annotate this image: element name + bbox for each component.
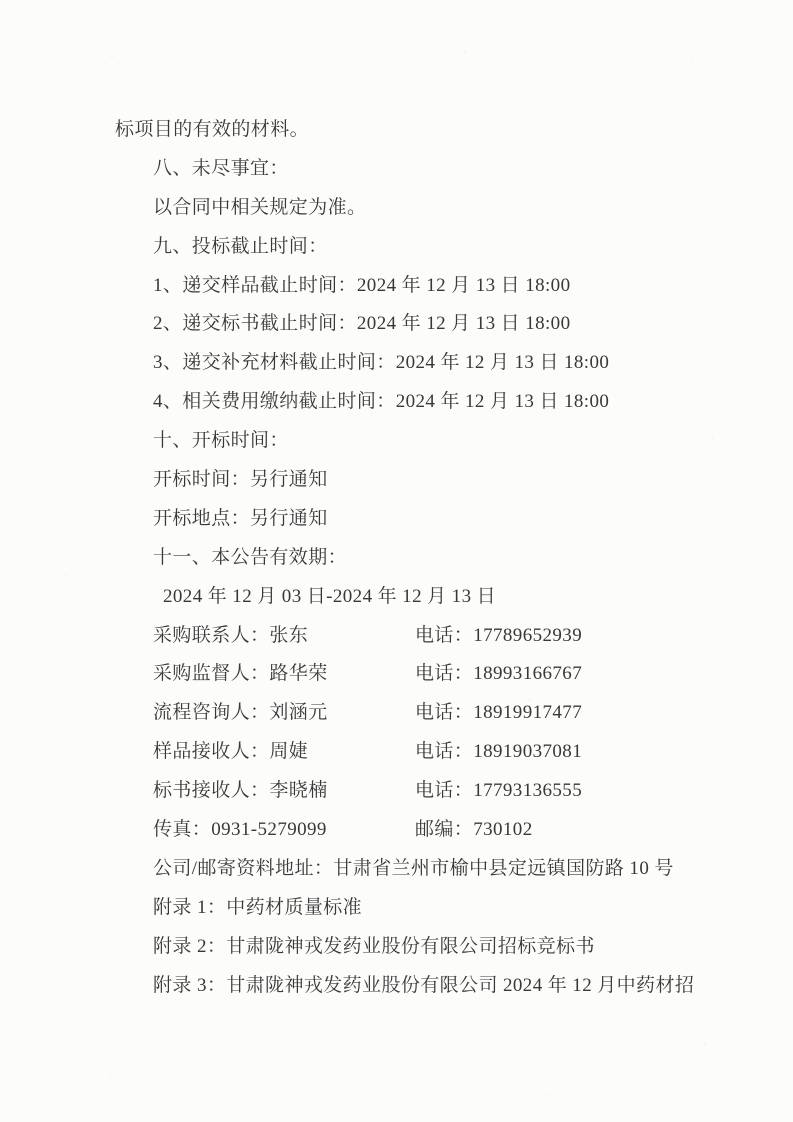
heading-text: 十、开标时间： bbox=[153, 430, 289, 452]
contact-row-sample-receiver bbox=[115, 730, 735, 769]
postal-code: 邮编：730102 bbox=[415, 818, 533, 840]
contact-phone: 电话：18993166767 bbox=[415, 663, 583, 685]
contact-phone: 电话：17789652939 bbox=[415, 624, 583, 646]
appendix-item-3 bbox=[115, 964, 735, 1003]
mailing-address bbox=[115, 847, 735, 886]
heading-text: 九、投标截止时间： bbox=[153, 235, 328, 257]
appendix-text: 附录 2：甘肃陇神戎发药业股份有限公司招标竞标书 bbox=[153, 935, 595, 957]
body-text: 开标时间：另行通知 bbox=[153, 468, 328, 490]
document-body bbox=[115, 108, 735, 1002]
section-heading-11 bbox=[115, 536, 735, 575]
deadline-text: 1、递交样品截止时间：2024 年 12 月 13 日 18:00 bbox=[153, 274, 571, 296]
deadline-item-4 bbox=[115, 380, 735, 419]
address-text: 公司/邮寄资料地址：甘肃省兰州市榆中县定远镇国防路 10 号 bbox=[153, 857, 674, 879]
date-range-text: 2024 年 12 月 03 日-2024 年 12 月 13 日 bbox=[163, 585, 497, 607]
validity-period bbox=[115, 575, 735, 614]
section-heading-9 bbox=[115, 225, 735, 264]
body-text: 开标地点：另行通知 bbox=[153, 507, 328, 529]
contact-name: 流程咨询人：刘涵元 bbox=[153, 702, 328, 724]
deadline-text: 2、递交标书截止时间：2024 年 12 月 13 日 18:00 bbox=[153, 313, 571, 335]
section-heading-8 bbox=[115, 147, 735, 186]
deadline-item-1 bbox=[115, 264, 735, 303]
body-text-continuation bbox=[115, 108, 735, 147]
deadline-item-3 bbox=[115, 341, 735, 380]
contact-name: 样品接收人：周婕 bbox=[153, 741, 309, 763]
contact-row-purchasing-supervisor bbox=[115, 652, 735, 691]
appendix-item-1 bbox=[115, 886, 735, 925]
contact-name: 采购监督人：路华荣 bbox=[153, 663, 328, 685]
deadline-text: 3、递交补充材料截止时间：2024 年 12 月 13 日 18:00 bbox=[153, 352, 610, 374]
body-text: 标项目的有效的材料。 bbox=[115, 118, 310, 140]
contact-name: 标书接收人：李晓楠 bbox=[153, 780, 328, 802]
bid-opening-time bbox=[115, 458, 735, 497]
heading-text: 十一、本公告有效期： bbox=[153, 546, 348, 568]
section-8-body bbox=[115, 186, 735, 225]
appendix-text: 附录 1：中药材质量标准 bbox=[153, 896, 363, 918]
section-heading-10 bbox=[115, 419, 735, 458]
appendix-item-2 bbox=[115, 925, 735, 964]
deadline-text: 4、相关费用缴纳截止时间：2024 年 12 月 13 日 18:00 bbox=[153, 391, 610, 413]
contact-phone: 电话：18919037081 bbox=[415, 741, 583, 763]
contact-phone: 电话：18919917477 bbox=[415, 702, 583, 724]
appendix-text: 附录 3：甘肃陇神戎发药业股份有限公司 2024 年 12 月中药材招 bbox=[153, 974, 695, 996]
deadline-item-2 bbox=[115, 302, 735, 341]
contact-row-purchasing-contact bbox=[115, 614, 735, 653]
contact-row-process-consultant bbox=[115, 691, 735, 730]
bid-opening-place bbox=[115, 497, 735, 536]
heading-text: 八、未尽事宜： bbox=[153, 157, 289, 179]
contact-row-bid-document-receiver bbox=[115, 769, 735, 808]
body-text: 以合同中相关规定为准。 bbox=[153, 196, 367, 218]
fax-number: 传真：0931-5279099 bbox=[153, 818, 327, 840]
contact-name: 采购联系人：张东 bbox=[153, 624, 309, 646]
contact-phone: 电话：17793136555 bbox=[415, 780, 583, 802]
contact-row-fax-postcode bbox=[115, 808, 735, 847]
